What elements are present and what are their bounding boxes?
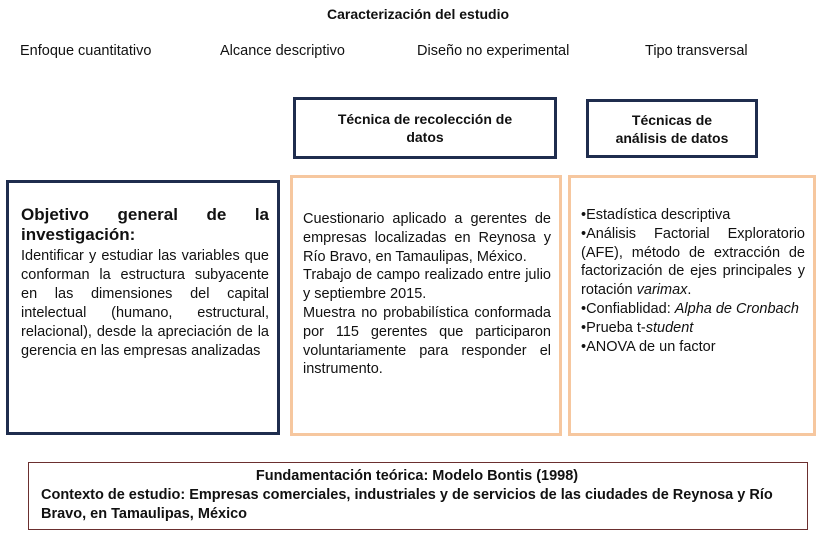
approach-enfoque: Enfoque cuantitativo bbox=[20, 43, 152, 59]
objetivo-box bbox=[6, 180, 280, 435]
approach-tipo: Tipo transversal bbox=[645, 43, 748, 59]
analisis-anova: •ANOVA de un factor bbox=[581, 338, 716, 355]
fundamentacion-teorica: Fundamentación teórica: Modelo Bontis (1998) bbox=[255, 468, 579, 484]
tecnica-recoleccion-header-box bbox=[293, 97, 557, 159]
analisis-box bbox=[568, 175, 816, 436]
analisis-confiabilidad: •Confiablidad: Alpha de Cronbach bbox=[581, 300, 799, 317]
recoleccion-trabajo-campo: Trabajo de campo realizado entre julio y septiembre 2015. bbox=[303, 267, 551, 303]
approach-alcance: Alcance descriptivo bbox=[220, 43, 345, 59]
objetivo-text: Identificar y estudiar las variables que conforman la estructura subyacente en las dimensiones del capital intelectual (humano, estructural, relacional), desde la apreciación de la gerencia en las empresas analizadas bbox=[21, 248, 269, 359]
fundamentacion-box bbox=[28, 462, 808, 530]
tecnicas-analisis-header: Técnicas de análisis de datos bbox=[615, 111, 729, 146]
analisis-prueba-t: •Prueba t-student bbox=[581, 319, 694, 336]
diagram-title: Caracterización del estudio bbox=[326, 6, 510, 22]
objetivo-title: Objetivo general de la investigación: bbox=[21, 205, 269, 244]
recoleccion-muestra: Muestra no probabilística conformada por 115 gerentes que participaron voluntariamente para responder el instrumento. bbox=[303, 304, 551, 378]
approach-diseno: Diseño no experimental bbox=[417, 43, 570, 59]
analisis-afe: •Análisis Factorial Exploratorio (AFE), método de extracción de factorización de ejes principales y rotación varimax. bbox=[581, 225, 805, 299]
recoleccion-box bbox=[290, 175, 562, 436]
tecnica-recoleccion-header: Técnica de recolección de datos bbox=[337, 111, 513, 145]
contexto-estudio: Contexto de estudio: Empresas comerciales, industriales y de servicios de las ciudades de Reynosa y Río Bravo, en Tamaulipas, México bbox=[41, 487, 773, 522]
analisis-estadistica-descriptiva: •Estadística descriptiva bbox=[581, 207, 731, 223]
recoleccion-cuestionario: Cuestionario aplicado a gerentes de empresas localizadas en Reynosa y Río Bravo, en Tamaulipas, México. bbox=[303, 211, 551, 265]
tecnicas-analisis-header-box bbox=[586, 99, 758, 158]
